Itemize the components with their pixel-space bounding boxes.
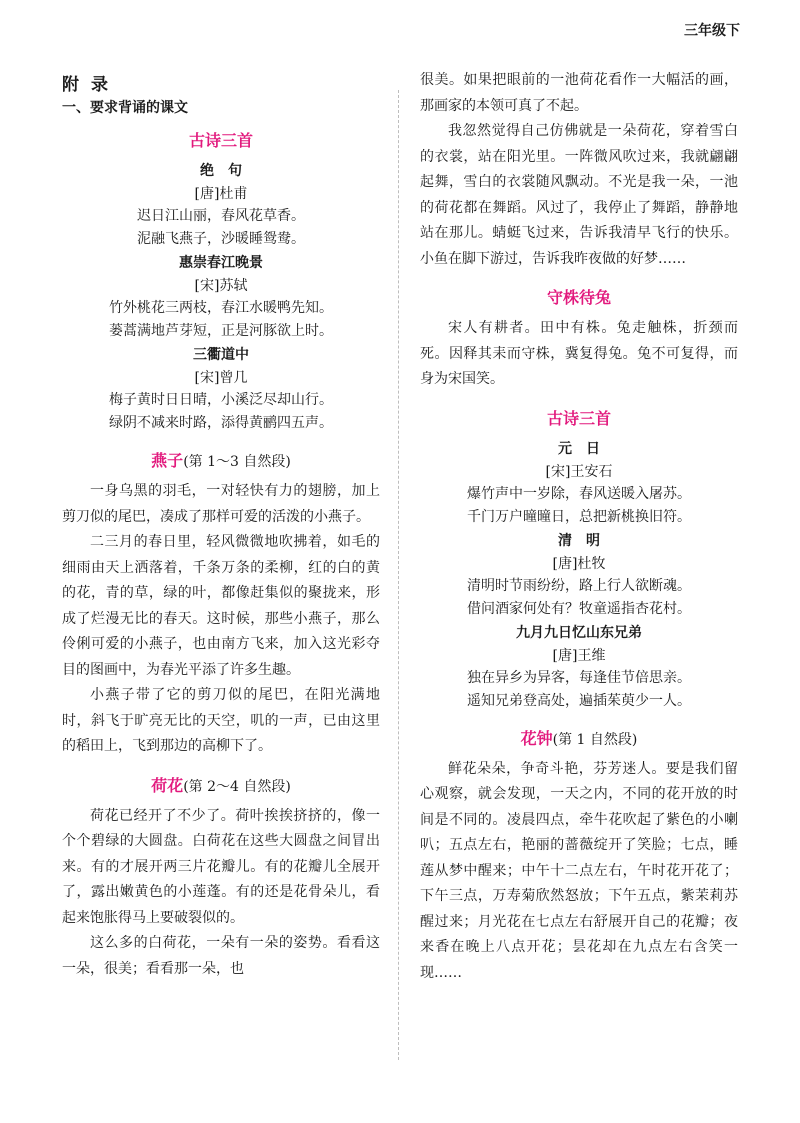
poem-line: 清明时节雨纷纷，路上行人欲断魂。 [467, 577, 691, 594]
paragraph: 这么多的白荷花，一朵有一朵的姿势。看看这一朵，很美；看看那一朵，也 [62, 935, 380, 977]
poem-line: 竹外桃花三两枝，春江水暖鸭先知。 [109, 300, 333, 316]
paragraph: 二三月的春日里，轻风微微地吹拂着，如毛的细雨由天上洒落着，千条万条的柔柳，红的白的黄的花，青的草，绿的叶，都像赶集似的聚拢来，形成了烂漫无比的春天。这时候，那些小燕子，那么伶俐可爱的小燕子，也由南方飞来，加入这光彩夺目的图画中，为春光平添了许多生趣。 [62, 534, 380, 678]
poem-line: 独在异乡为异客，每逢佳节倍思亲。 [467, 669, 691, 686]
poem-author: [宋]曾几 [194, 370, 248, 386]
huazhong-title-text: 花钟 [520, 728, 553, 748]
poem-title: 三衢道中 [193, 347, 249, 363]
poem-title: 惠崇春江晚景 [179, 255, 263, 271]
poem-line: 泥融飞燕子，沙暖睡鸳鸯。 [137, 231, 305, 247]
left-column [62, 70, 380, 982]
poem-line: 遥知兄弟登高处，遍插茱萸少一人。 [467, 692, 691, 709]
huazhong-title [420, 727, 738, 751]
poem-author: [唐]杜甫 [194, 186, 248, 202]
huazhong-subtitle: (第 1 自然段) [552, 731, 638, 748]
yanzi-subtitle: (第 1～3 自然段) [183, 454, 291, 470]
yanzi-title-text: 燕子 [151, 451, 184, 470]
shouzhu-title: 守株待兔 [546, 288, 611, 307]
yanzi-title [62, 449, 380, 473]
poem-line: 千门万户曈曈日，总把新桃换旧符。 [467, 508, 691, 525]
paragraph: 鲜花朵朵，争奇斗艳，芬芳迷人。要是我们留心观察，就会发现，一天之内，不同的花开放的时间是不同的。凌晨四点，牵牛花吹起了紫色的小喇叭；五点左右，艳丽的蔷薇绽开了笑脸；七点，睡莲从梦中醒来；中午十二点左右，午时花开花了；下午三点，万寿菊欣然怒放；下午五点，紫茉莉苏醒过来；月光花在七点左右舒展开自己的花瓣；夜来香在晚上八点开花；昙花却在九点左右含笑一现…… [420, 760, 738, 981]
poem-author: [唐]杜牧 [552, 555, 606, 572]
paragraph: 荷花已经开了不少了。荷叶挨挨挤挤的，像一个个碧绿的大圆盘。白荷花在这些大圆盘之间冒出来。有的才展开两三片花瓣儿。有的花瓣儿全展开了，露出嫩黄色的小莲蓬。有的还是花骨朵儿，看起来饱胀得马上要破裂似的。 [62, 807, 380, 926]
appendix-heading: 附录 [62, 75, 120, 95]
hehua-title [62, 774, 380, 798]
grade-label: 三年级下 [684, 23, 740, 39]
poem-line: 迟日江山丽，春风花草香。 [137, 208, 305, 224]
paragraph: 我忽然觉得自己仿佛就是一朵荷花，穿着雪白的衣裳，站在阳光里。一阵微风吹过来，我就翩翩起舞，雪白的衣裳随风飘动。不光是我一朵，一池的荷花都在舞蹈。风过了，我停止了舞蹈，静静地站在那儿。蜻蜓飞过来，告诉我清早飞行的快乐。小鱼在脚下游过，告诉我昨夜做的好梦…… [420, 123, 738, 267]
poem-author: [宋]王安石 [545, 463, 613, 480]
poem-author: [宋]苏轼 [194, 278, 248, 294]
paragraph: 小燕子带了它的剪刀似的尾巴，在阳光满地时，斜飞于旷亮无比的天空，叽的一声，已由这里的稻田上，飞到那边的高柳下了。 [62, 687, 380, 754]
poem-line: 爆竹声中一岁除，春风送暖入屠苏。 [467, 485, 691, 502]
poem-author: [唐]王维 [552, 647, 606, 664]
poem-title: 九月九日忆山东兄弟 [516, 624, 642, 641]
poem-line: 蒌蒿满地芦芽短，正是河豚欲上时。 [109, 323, 333, 339]
gushi-title: 古诗三首 [188, 131, 253, 150]
poem-title: 绝句 [200, 163, 256, 179]
poem-line: 借问酒家何处有？牧童遥指杏花村。 [467, 600, 691, 617]
gushi2-title: 古诗三首 [546, 408, 611, 428]
paragraph: 宋人有耕者。田中有株。兔走触株，折颈而死。因释其耒而守株，冀复得兔。兔不可复得，而身为宋国笑。 [420, 320, 738, 387]
hehua-subtitle: (第 2～4 自然段) [183, 778, 291, 795]
paragraph: 很美。如果把眼前的一池荷花看作一大幅活的画，那画家的本领可真了不起。 [420, 72, 738, 114]
hehua-title-text: 荷花 [151, 775, 184, 795]
poem-title: 清明 [558, 532, 614, 549]
right-column [420, 68, 738, 986]
poem-title: 元日 [558, 440, 614, 457]
poem-line: 绿阴不减来时路，添得黄鹂四五声。 [109, 415, 333, 431]
poem-line: 梅子黄时日日晴，小溪泛尽却山行。 [109, 392, 333, 408]
section-title: 一、要求背诵的课文 [62, 100, 188, 116]
column-divider [398, 90, 399, 1060]
paragraph: 一身乌黑的羽毛，一对轻快有力的翅膀，加上剪刀似的尾巴，凑成了那样可爱的活泼的小燕子。 [62, 483, 380, 525]
